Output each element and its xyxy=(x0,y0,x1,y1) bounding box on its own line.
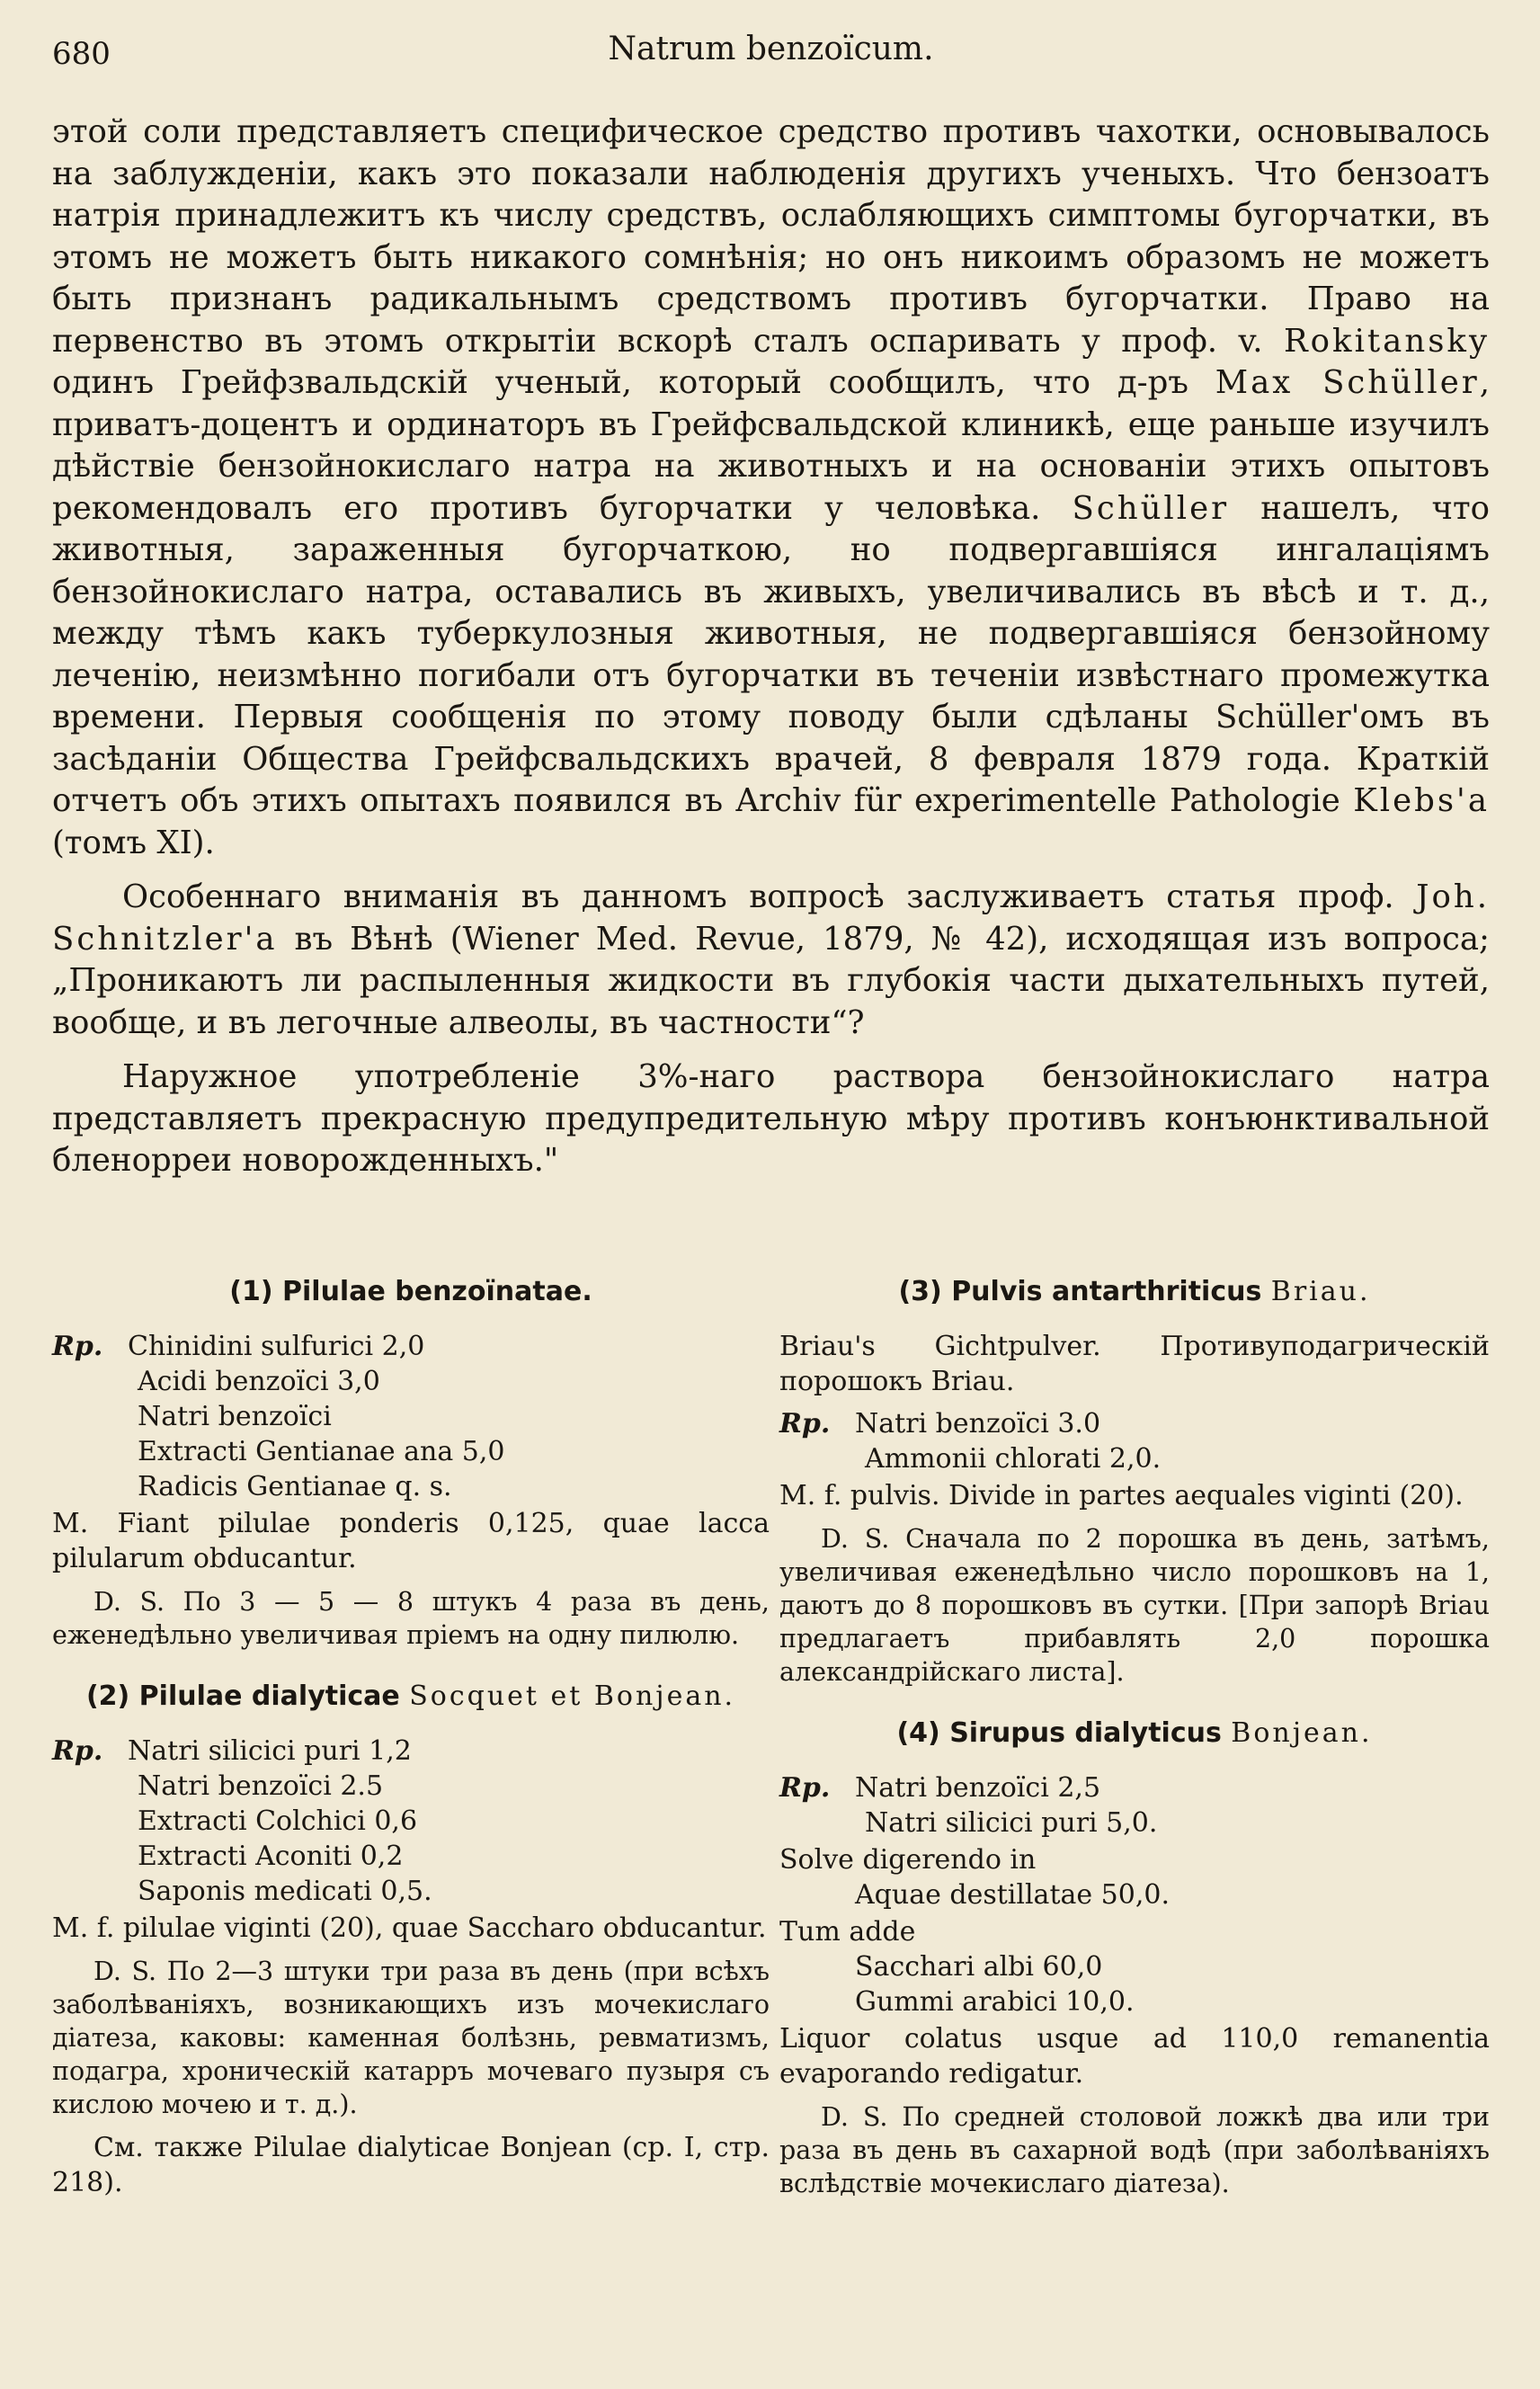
ingredient-line: Extracti Gentianae ana 5,0 xyxy=(138,1435,505,1467)
paragraph-3: Наружное употребленіе 3%-наго раствора бензойнокислаго натра представляетъ прекрасную предупредительную мѣру противъ конъюнктивальной бленорреи новорожденныхъ." xyxy=(52,1058,1490,1179)
ingredient-line: Extracti Colchici 0,6 xyxy=(138,1805,418,1837)
paragraph-2: Особеннаго вниманія въ данномъ вопросѣ заслуживаетъ статья проф. Joh. Schnitzler'a въ Вѣнѣ (Wiener Med. Revue, 1879, № 42), исходящая изъ вопроса; „Проникаютъ ли распыленныя жидкости въ глубокія части дыхательныхъ путей, вообще, и въ легочные алвеолы, въ частности“? xyxy=(52,878,1490,1041)
recipe-3 xyxy=(779,1274,1490,1689)
recipe-title: (1) Pilulae benzoïnatae. xyxy=(229,1275,592,1307)
ingredient-line: Acidi benzoïci 3,0 xyxy=(138,1365,380,1397)
ingredient-line: Radicis Gentianae q. s. xyxy=(138,1470,452,1502)
recipe-subtitle: Briau's Gichtpulver. Противуподагрическій порошокъ Briau. xyxy=(779,1330,1490,1397)
main-text xyxy=(52,111,1490,1182)
name-schuller: Schüller xyxy=(1072,489,1230,527)
ingredient-line: Ammonii chlorati 2,0. xyxy=(865,1442,1162,1475)
signa-text: D. S. По 2—3 штуки три раза въ день (при всѣхъ заболѣваніяхъ, возникающихъ изъ мочекислаго діатеза, каковы: каменная болѣзнь, ревматизмъ, подагра, хроническій катарръ мочеваго пузыря съ кислою мочею и т. д.). xyxy=(52,1956,770,2119)
recipe-title: (2) Pilulae dialyticae Socquet et Bonjean. xyxy=(85,1680,736,1712)
recipe-title: (3) Pulvis antarthriticus Briau. xyxy=(898,1275,1371,1307)
recipe-author: Briau. xyxy=(1270,1275,1371,1307)
recipe-4 xyxy=(779,1716,1490,2200)
left-column xyxy=(52,1274,770,2200)
rp-mark: Rp. xyxy=(52,1734,103,1767)
name-max-schuller: Max Schüller xyxy=(1215,364,1480,401)
signa-text: D. S. По 3 — 5 — 8 штукъ 4 раза въ день, еженедѣльно увеличивая пріемъ на одну пилюлю. xyxy=(52,1586,770,1650)
formula-text: M. f. pilulae viginti (20), quae Sacchаro obducantur. xyxy=(52,1912,767,1944)
rp-mark: Rp. xyxy=(779,1407,831,1440)
running-head: Natrum benzoïcum. xyxy=(608,31,934,67)
recipe-author: Bonjean. xyxy=(1231,1716,1373,1749)
formula-text: M. f. pulvis. Divide in partes aequales viginti (20). xyxy=(779,1479,1464,1511)
signa-text: D. S. Сначала по 2 порошка въ день, затѣмъ, увеличивая еженедѣльно число порошковъ на 1, даютъ до 8 порошковъ въ сутки. [При запорѣ Briau предлагаетъ прибавлять 2,0 порошка александрійскаго листа]. xyxy=(779,1523,1490,1687)
rp-mark: Rp. xyxy=(779,1771,831,1804)
recipe-2 xyxy=(52,1679,770,2200)
ingredient-line: Natri benzoïci xyxy=(138,1400,332,1432)
name-klebs: Klebs'a xyxy=(1353,782,1490,819)
right-column xyxy=(779,1274,1490,2200)
ingredient-line: Extracti Aconiti 0,2 xyxy=(138,1840,404,1872)
ingredient-line: Rp. Natri benzoïci 3.0 xyxy=(779,1407,1101,1440)
page-header xyxy=(52,25,1490,86)
recipes-columns xyxy=(52,1274,1490,2200)
signa-text: D. S. По средней столовой ложкѣ два или три раза въ день въ сахарной водѣ (при заболѣваніяхъ вслѣдствіе мочекислаго діатеза). xyxy=(779,2101,1490,2198)
ingredient-line: Aquae destillatae 50,0. xyxy=(855,1878,1171,1911)
liquor-text: Liquor colatus usque ad 110,0 remanentia evaporando redigatur. xyxy=(779,2022,1490,2090)
ingredient-line: Sacchari albi 60,0 xyxy=(855,1950,1103,1983)
recipe-title: (4) Sirupus dialyticus Bonjean. xyxy=(896,1716,1373,1749)
name-rokitansky: Rokitansky xyxy=(1283,322,1490,360)
tum-adde-text: Tum adde xyxy=(779,1915,916,1948)
recipe-author: Socquet et Bonjean. xyxy=(409,1680,736,1712)
rp-mark: Rp. xyxy=(52,1330,103,1362)
solve-text: Solve digerendo in xyxy=(779,1843,1037,1876)
name-schnitzler: Joh. Schnitzler'a xyxy=(52,878,1490,958)
ingredient-line: Natri benzoïci 2.5 xyxy=(138,1769,384,1802)
recipe-1 xyxy=(52,1274,770,1652)
ingredient-line: Gummi arabici 10,0. xyxy=(855,1985,1135,2018)
ingredient-line: Natri silicici puri 5,0. xyxy=(865,1806,1158,1839)
paragraph-1: этой соли представляетъ специфическое средство противъ чахотки, основывалось на заблужденіи, какъ это показали наблюденія другихъ ученыхъ. Что бензоатъ натрія принадлежитъ къ числу средствъ, ослабляющихъ симптомы бугорчатки, въ этомъ не можетъ быть никакого сомнѣнія; но онъ никоимъ образомъ не можетъ быть признанъ радикальнымъ средствомъ противъ бугорчатки. Право на первенство въ этомъ открытіи вскорѣ сталъ оспаривать у проф. v. Rokitansky одинъ Грейфзвальдскій ученый, который сообщилъ, что д-ръ Max Schüller, приватъ-доцентъ и ординаторъ въ Грейфсвальдской клиникѣ, еще раньше изучилъ дѣйствіе бензойнокислаго натра на животныхъ и на основаніи этихъ опытовъ рекомендовалъ его противъ бугорчатки у человѣка. Schüller нашелъ, что животныя, зараженныя бугорчаткою, но подвергавшіяся ингалаціямъ бензойнокислаго натра, оставались въ живыхъ, увеличивались въ вѣсѣ и т. д., между тѣмъ какъ туберкулозныя животныя, не подвергавшіяся бензойному леченію, неизмѣнно погибали отъ бугорчатки въ теченіи извѣстнаго промежутка времени. Первыя сообщенія по этому поводу были сдѣланы Schüller'омъ въ засѣданіи Общества Грейфсвальдскихъ врачей, 8 февраля 1879 года. Краткій отчетъ объ этихъ опытахъ появился въ Archiv für experimentelle Pathologie Klebs'a (томъ XI). xyxy=(52,113,1491,861)
see-also-text: См. также Pilulae dialyticae Bonjean (ср. I, стр. 218). xyxy=(52,2131,770,2198)
formula-text: M. Fiant pilulae ponderis 0,125, quae lacca pilularum obducantur. xyxy=(52,1507,770,1574)
ingredient-line: Rp. Natri benzoïci 2,5 xyxy=(779,1771,1101,1804)
page-number: 680 xyxy=(52,36,111,72)
ingredient-line: Rp. Natri silicici puri 1,2 xyxy=(52,1734,412,1767)
ingredient-line: Saponis medicati 0,5. xyxy=(138,1875,432,1907)
ingredient-line: Rp. Chinidini sulfurici 2,0 xyxy=(52,1330,425,1362)
